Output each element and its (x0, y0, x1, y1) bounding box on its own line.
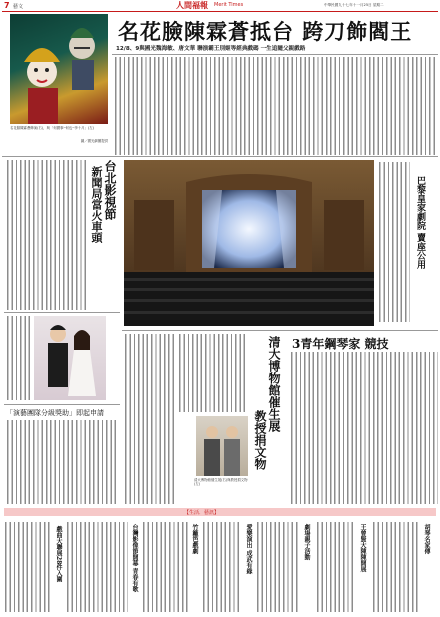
couple-graphic (34, 316, 106, 400)
film-festival-rule (4, 312, 120, 313)
theater-headline: 巴黎皇家劇院 賣座公用 (415, 176, 425, 270)
masthead-rule (2, 11, 438, 12)
section-band (4, 508, 436, 516)
bottom-briefs (4, 520, 436, 615)
opera-photo (10, 14, 108, 124)
film-festival-subheadline: 新聞局當火車頭 (90, 166, 103, 243)
brief-body-1 (4, 522, 52, 612)
brief-body-6 (316, 522, 356, 612)
museum-body-right (178, 334, 248, 412)
page-number: 7 (4, 1, 10, 10)
couple-side-text (6, 316, 30, 400)
couple-photo (34, 316, 106, 400)
lead-headline-rule (112, 54, 438, 55)
couple-rule (4, 404, 120, 405)
brief-body-2 (66, 522, 128, 612)
theater-interior-graphic (124, 160, 374, 326)
brief-title-4: 愛樂演出 成武有緣 (245, 524, 252, 575)
lead-subhead: 12/8、9與國光魏海敏、唐文華 聯演霸王別姬等經典戲碼 一生追隨父親戲路 (116, 46, 306, 52)
opera-photo-caption: 名花臉陳霖蒼飾演(右)，與「何國事─何也─李十月」(左) (10, 126, 94, 130)
film-festival-headline: 台北影視節 (103, 160, 117, 220)
brief-title-5: 劇場親子活動 (303, 524, 310, 560)
museum-people-graphic (196, 416, 248, 476)
brief-body-7 (372, 522, 420, 612)
brief-body-3 (142, 522, 188, 612)
issue-date: 中華民國九十七年十一月25日 星期二 (324, 3, 384, 7)
paper-subtitle: Merit Times (214, 2, 244, 8)
paper-logo: 人間福報 (176, 0, 208, 10)
museum-subheadline: 教授捐文物 (253, 410, 267, 470)
lead-headline: 名花臉陳霖蒼抵台 跨刀飾閻王 (118, 19, 413, 44)
opera-figures-graphic (10, 14, 108, 124)
film-festival-body (6, 160, 86, 310)
theater-photo (124, 160, 374, 326)
theater-body (378, 162, 410, 322)
museum-photo (196, 416, 248, 476)
section-band-label: 【生活．藝訊】 (184, 510, 220, 516)
brief-title-1: 戲曲大聯展28件入圍 (55, 526, 62, 583)
museum-body-left (124, 334, 176, 504)
museum-headline: 清大博物館催生展 (267, 336, 281, 432)
awards-body (6, 420, 118, 504)
museum-caption: 清大博物館催生展(右)與教授捐文物(左) (194, 478, 248, 487)
brief-title-3: 竹籬笆戲劇 (191, 524, 198, 554)
brief-title-6: 王曾賢大陳陳開展 (359, 524, 366, 572)
awards-headline: 「演藝團隊分級獎助」即起申請 (6, 409, 104, 417)
theater-rule (122, 330, 438, 331)
brief-title-7: 胡琴名家傳 (423, 524, 430, 554)
section-label: 藝文 (13, 4, 24, 10)
brief-body-5 (256, 522, 300, 612)
brief-body-4 (202, 522, 242, 612)
piano-headline: 3青年鋼琴家 競技 (292, 337, 389, 351)
piano-body (290, 352, 438, 504)
lead-body-text (114, 57, 436, 155)
brief-title-2: 台灣影像節開幕 青春有歌 (131, 524, 138, 593)
opera-photo-credit: 圖／國光劇團提供 (80, 139, 108, 143)
lead-bottom-rule (2, 156, 438, 157)
